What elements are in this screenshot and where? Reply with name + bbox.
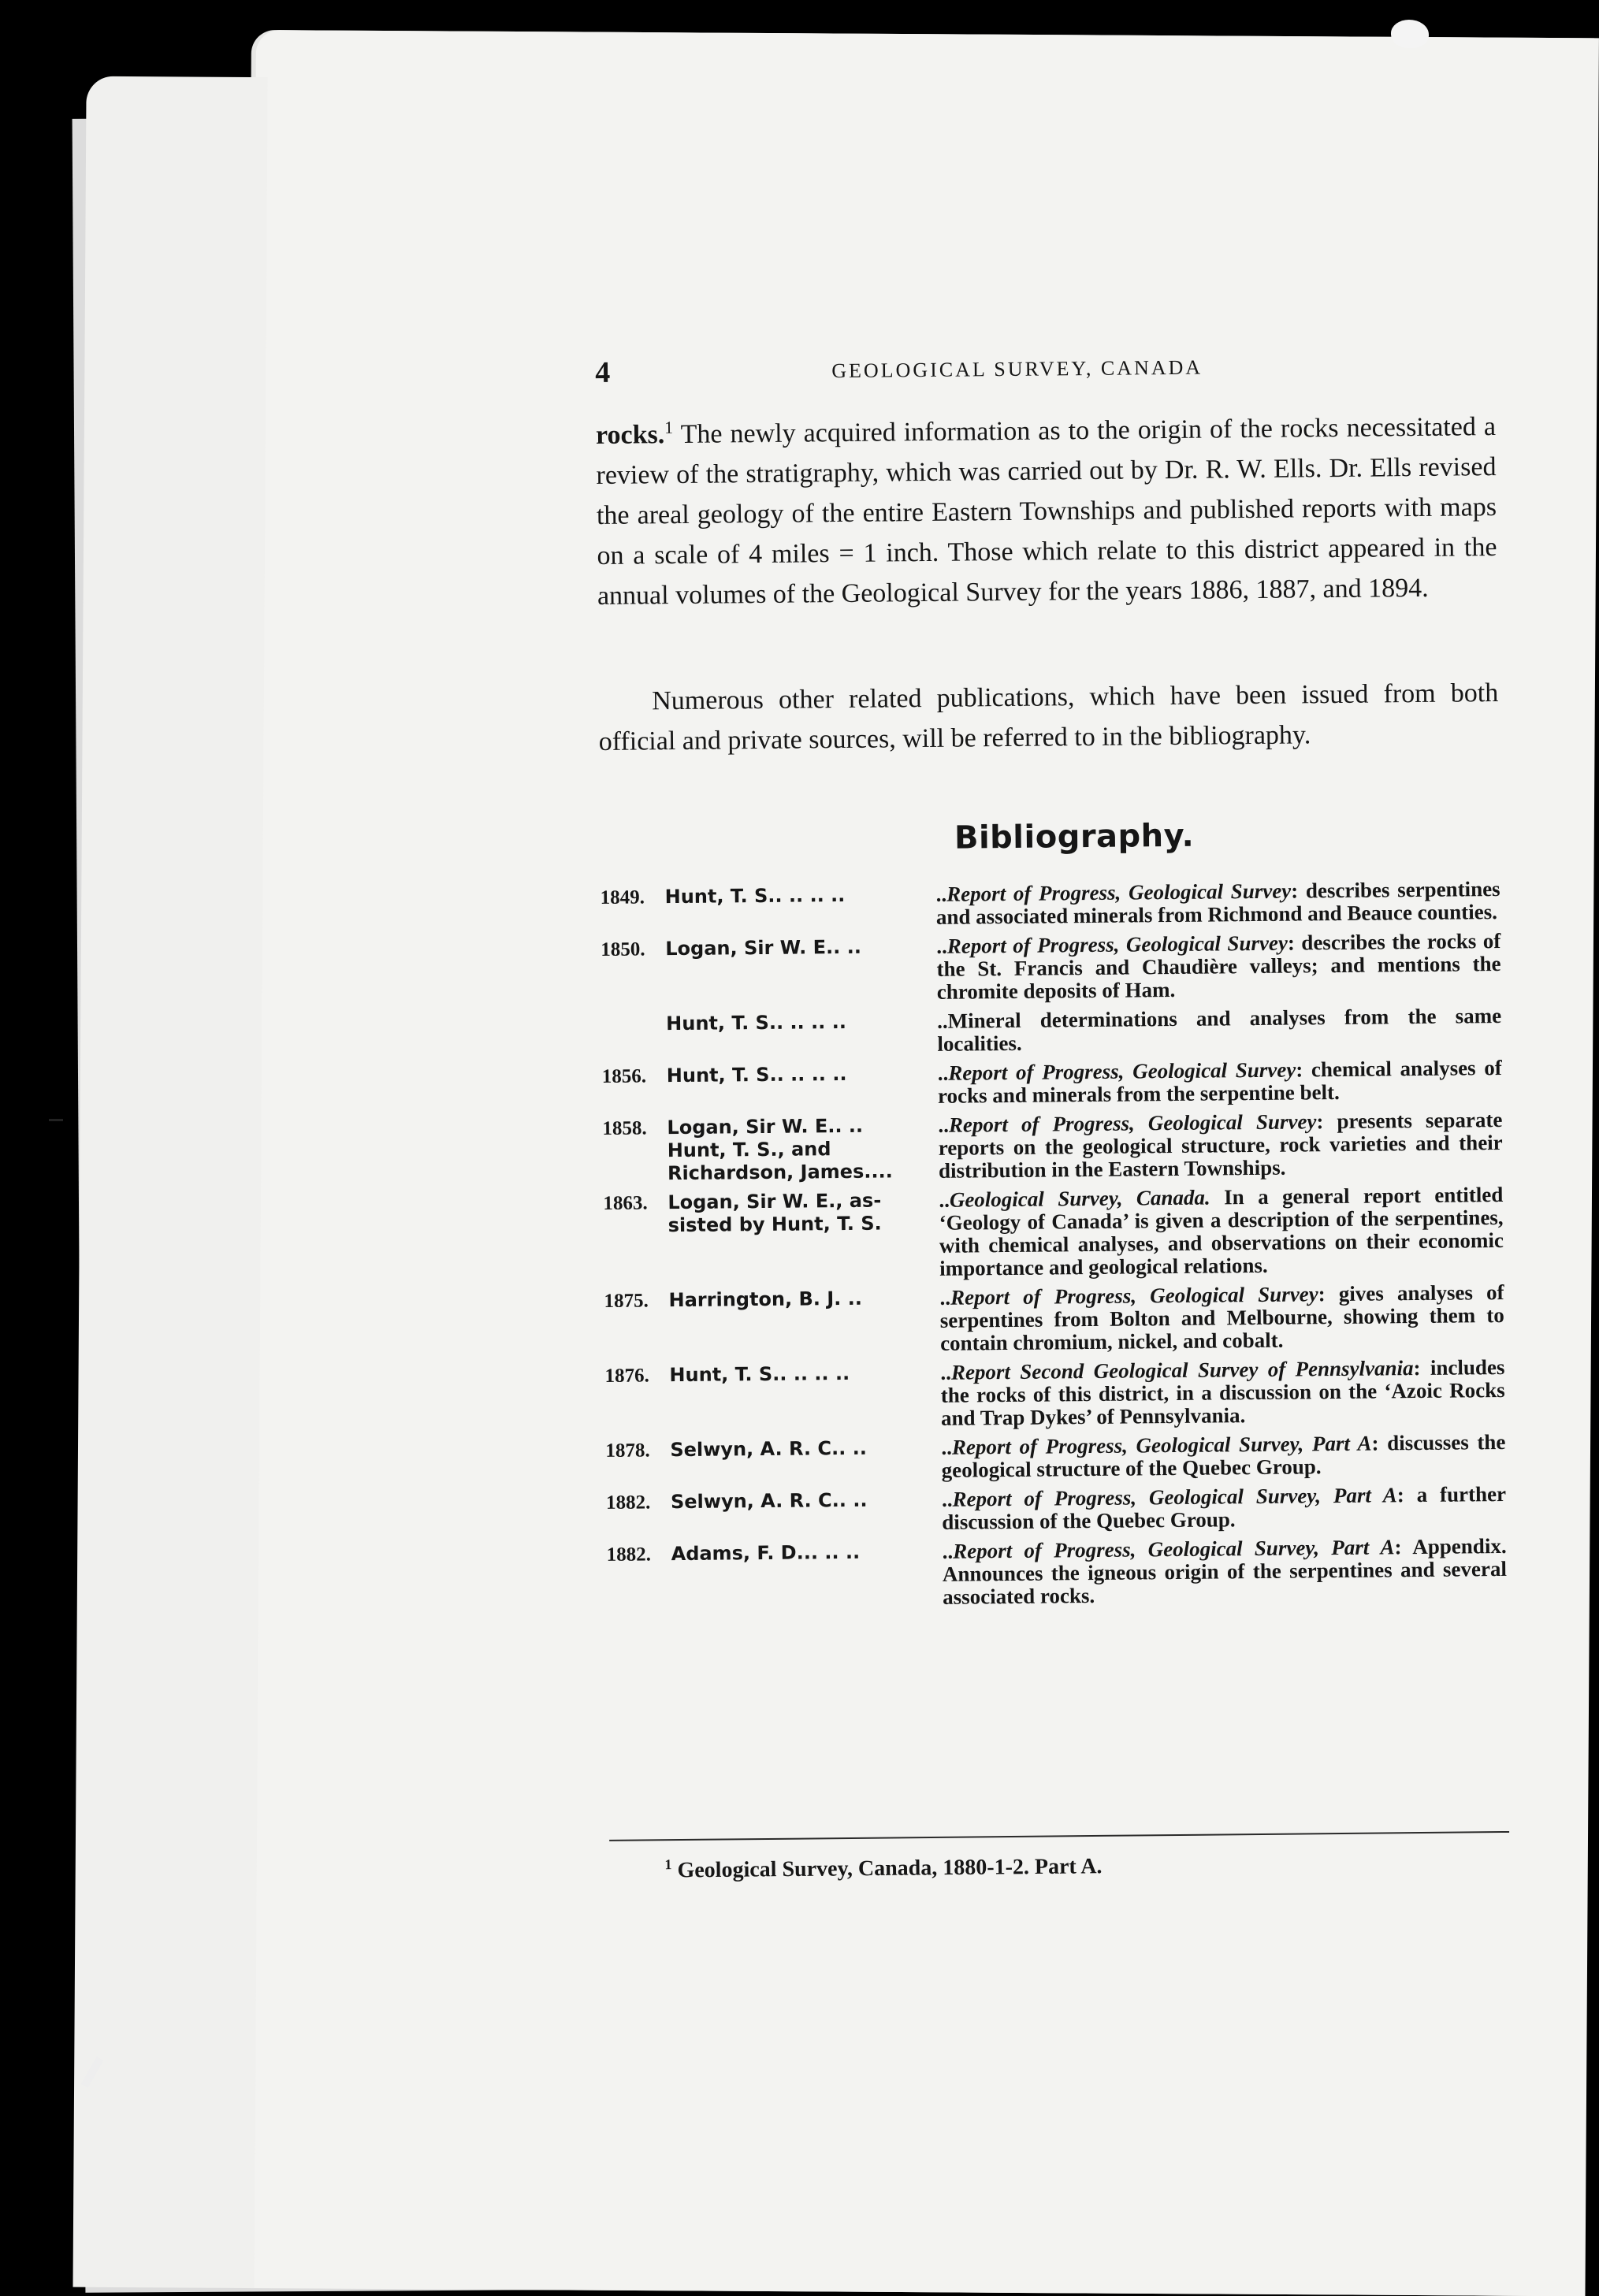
entry-description: ..Report of Progress, Geological Survey, Part A: Appendix. Announces the igneous origin of the serpentines and several associated rocks. bbox=[943, 1535, 1508, 1609]
bibliography-entry bbox=[607, 1535, 1508, 1612]
entry-author: Selwyn, A. R. C.. .. bbox=[670, 1436, 942, 1484]
paragraph-1 bbox=[596, 407, 1497, 616]
bibliography-entry bbox=[602, 1057, 1503, 1111]
entry-title: Report of Progress, Geological Survey bbox=[946, 879, 1291, 906]
entry-text: : chemical analyses of rocks and minerals from the serpentine belt. bbox=[938, 1056, 1502, 1108]
entry-author: Hunt, T. S.. .. .. .. bbox=[665, 883, 937, 931]
running-header bbox=[595, 342, 1496, 398]
footnote-rule bbox=[609, 1831, 1509, 1841]
bibliography-entry bbox=[604, 1356, 1505, 1433]
bibliography-entry bbox=[602, 1109, 1503, 1186]
bibliography-entry bbox=[601, 1005, 1502, 1059]
entry-title: Geological Survey, Canada. bbox=[950, 1186, 1210, 1212]
bibliography-entry bbox=[605, 1431, 1506, 1485]
entry-description: ..Report of Progress, Geological Survey: gives analyses of serpentines from Bolton and Melbourne, showing them to contain chromium, nickel, and cobalt. bbox=[939, 1281, 1504, 1355]
entry-title: Report of Progress, Geological Survey, Part A bbox=[952, 1432, 1372, 1459]
entry-title: Report of Progress, Geological Survey bbox=[949, 1109, 1317, 1136]
bibliography-entry bbox=[603, 1183, 1504, 1284]
entry-year: 1882. bbox=[606, 1491, 671, 1537]
entry-year bbox=[601, 1012, 667, 1059]
entry-author: Logan, Sir W. E.. .. bbox=[665, 935, 937, 1006]
entry-year: 1875. bbox=[604, 1289, 669, 1358]
entry-text: : includes the rocks of this district, in a discussion on the ‘Azoic Rocks and Trap Dykes’ of Pennsylvania. bbox=[941, 1355, 1505, 1430]
entry-year: 1876. bbox=[604, 1364, 670, 1433]
entry-description: ..Report of Progress, Geological Survey, Part A: a further discussion of the Quebec Group. bbox=[942, 1483, 1507, 1534]
entry-title: Report of Progress, Geological Survey, Part A bbox=[953, 1535, 1395, 1562]
footnote-marker: 1 bbox=[664, 1856, 671, 1872]
entry-description: ..Report Second Geological Survey of Pennsylvania: includes the rocks of this district, in a discussion on the ‘Azoic Rocks and Trap Dykes’ of Pennsylvania. bbox=[940, 1356, 1505, 1430]
entry-author: Hunt, T. S.. .. .. .. bbox=[667, 1062, 939, 1110]
paragraph-2: Numerous other related publications, which have been issued from both official and private sources, will be referred to in the bibliography. bbox=[598, 673, 1499, 762]
entry-text: In a general report entitled ‘Geology of Canada’ is given a description of the serpentines, with chemical analyses, and observations on their economic importance and geological relations. bbox=[939, 1183, 1504, 1280]
footnote bbox=[664, 1852, 1102, 1884]
entry-year: 1858. bbox=[602, 1116, 667, 1186]
entry-description: ..Geological Survey, Canada. In a general report entitled ‘Geology of Canada’ is given a description of the serpentines, with chemical analyses, and observations on their economic importance and geological relations. bbox=[939, 1183, 1504, 1280]
footnote-text: Geological Survey, Canada, 1880-1-2. Part A. bbox=[671, 1854, 1102, 1882]
entry-year: 1878. bbox=[605, 1439, 671, 1485]
entry-text: : Appendix. Announces the igneous origin of the serpentines and several associated rocks. bbox=[943, 1534, 1507, 1609]
entry-description: ..Report of Progress, Geological Survey: presents separate reports on the geological structure, rock varieties and their distribution in the Eastern Townships. bbox=[938, 1109, 1503, 1183]
corner-tab bbox=[1391, 20, 1429, 48]
bibliography-entry bbox=[606, 1483, 1507, 1537]
entry-year: 1849. bbox=[601, 886, 666, 932]
entry-year: 1850. bbox=[601, 938, 666, 1007]
entry-text: : describes serpentines and associated minerals from Richmond and Beauce counties. bbox=[936, 877, 1500, 929]
entry-author: Adams, F. D... .. .. bbox=[671, 1540, 943, 1611]
footnote-reference: 1 bbox=[664, 418, 673, 437]
page-content bbox=[595, 342, 1510, 1926]
entry-title: Report of Progress, Geological Survey bbox=[948, 1058, 1296, 1085]
page-number: 4 bbox=[595, 355, 610, 390]
entry-description: ..Report of Progress, Geological Survey, Part A: discusses the geological structure of the Quebec Group. bbox=[941, 1431, 1506, 1482]
entry-text: : a further discussion of the Quebec Group. bbox=[942, 1482, 1506, 1534]
bibliography-entry bbox=[601, 930, 1501, 1007]
entry-text: : describes the rocks of the St. Francis and Chaudière valleys; and mentions the chromite deposits of Ham. bbox=[936, 929, 1500, 1004]
bibliography-entry bbox=[604, 1281, 1504, 1358]
entry-author: Harrington, B. J. .. bbox=[668, 1287, 940, 1358]
entry-title: Report of Progress, Geological Survey, Part A bbox=[952, 1483, 1397, 1510]
edge-mark-1 bbox=[49, 1119, 63, 1121]
entry-title: Report Second Geological Survey of Pennsylvania bbox=[951, 1356, 1414, 1384]
entry-description: ..Report of Progress, Geological Survey: describes serpentines and associated minerals from Richmond and Beauce counties. bbox=[936, 878, 1501, 929]
entry-title: Report of Progress, Geological Survey bbox=[947, 931, 1288, 958]
entry-year: 1882. bbox=[607, 1543, 672, 1612]
entry-year: 1856. bbox=[602, 1064, 667, 1111]
entry-author: Logan, Sir W. E., as- sisted by Hunt, T. S. bbox=[667, 1189, 939, 1283]
entry-author: Hunt, T. S.. .. .. .. bbox=[666, 1010, 938, 1058]
paragraph-1-text: The newly acquired information as to the origin of the rocks necessitated a review of the stratigraphy, which was carried out by Dr. R. W. Ells. Dr. Ells revised the areal geology of the entire Eastern Townships and published reports with maps on a scale of 4 miles = 1 inch. Those which relate to this district appeared in the annual volumes of the Geological Survey for the years 1886, 1887, and 1894. bbox=[596, 412, 1497, 611]
entry-author: Hunt, T. S.. .. .. .. bbox=[669, 1362, 941, 1432]
paragraph-1-lead: rocks. bbox=[596, 420, 665, 450]
entry-text: Mineral determinations and analyses from the same localities. bbox=[937, 1004, 1501, 1056]
bibliography-heading: Bibliography. bbox=[954, 818, 1195, 856]
entry-text: : discusses the geological structure of the Quebec Group. bbox=[942, 1430, 1506, 1482]
bibliography-entry bbox=[601, 878, 1501, 932]
entry-text: : presents separate reports on the geological structure, rock varieties and their distribution in the Eastern Townships. bbox=[939, 1108, 1503, 1183]
entry-text: : gives analyses of serpentines from Bolton and Melbourne, showing them to contain chromium, nickel, and cobalt. bbox=[940, 1280, 1504, 1355]
bibliography-list bbox=[601, 878, 1508, 1618]
entry-description: ..Report of Progress, Geological Survey: describes the rocks of the St. Francis and Chaudière valleys; and mentions the chromite deposits of Ham. bbox=[936, 930, 1501, 1004]
entry-title: Report of Progress, Geological Survey bbox=[950, 1282, 1318, 1309]
entry-year: 1863. bbox=[603, 1191, 668, 1284]
entry-author: Selwyn, A. R. C.. .. bbox=[671, 1488, 943, 1536]
entry-description: ..Report of Progress, Geological Survey: chemical analyses of rocks and minerals from the serpentine belt. bbox=[938, 1057, 1503, 1108]
running-title: GEOLOGICAL SURVEY, CANADA bbox=[831, 356, 1203, 384]
entry-author: Logan, Sir W. E.. .. Hunt, T. S., and Richardson, James.... bbox=[667, 1114, 939, 1185]
entry-description: ..Mineral determinations and analyses from the same localities. bbox=[937, 1005, 1502, 1056]
